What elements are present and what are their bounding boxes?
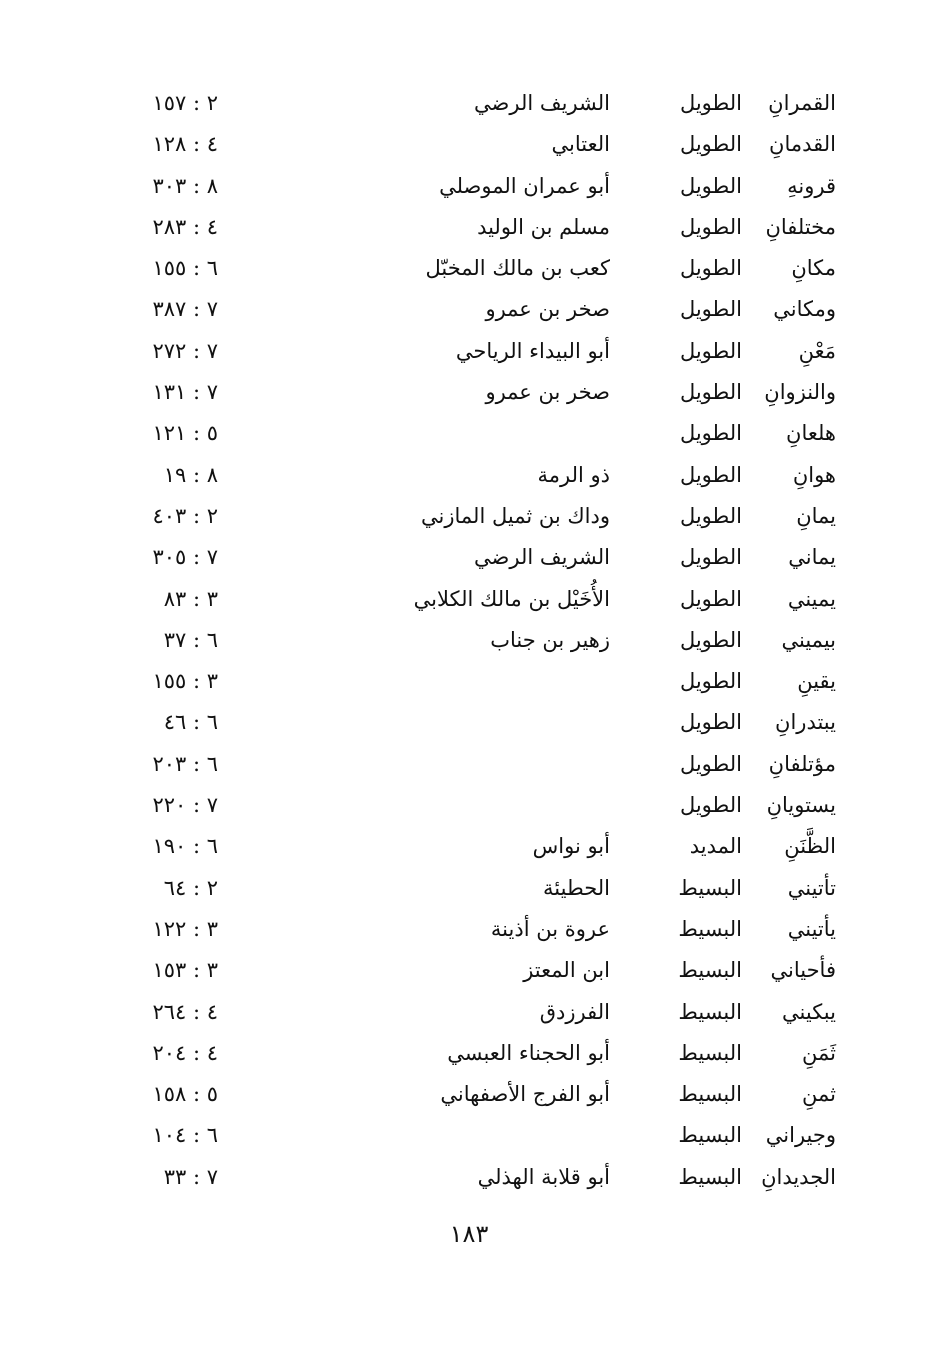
- index-row: [0, 786, 938, 827]
- poet-name: صخر بن عمرو: [485, 297, 610, 322]
- meter-name: البسيط: [678, 1123, 742, 1148]
- index-row: [0, 290, 938, 331]
- volume-page-reference: ٣ : ١٥٥: [152, 669, 218, 694]
- rhyme-word: يماني: [788, 545, 836, 570]
- meter-name: البسيط: [678, 916, 742, 941]
- index-row: [0, 84, 938, 125]
- rhyme-word: الظَّنَنِ: [784, 834, 836, 859]
- index-row: [0, 951, 938, 992]
- poet-name: الحطيئة: [543, 875, 610, 900]
- volume-page-reference: ٢ : ٤٠٣: [152, 503, 218, 528]
- meter-name: البسيط: [678, 875, 742, 900]
- volume-page-reference: ٤ : ٢٠٤: [152, 1040, 218, 1065]
- volume-page-reference: ٦ : ١٥٥: [152, 256, 218, 281]
- poet-name: أبو عمران الموصلي: [439, 173, 610, 198]
- rhyme-word: يبتدرانِ: [775, 710, 836, 735]
- rhyme-word: قرونهِ: [787, 173, 836, 198]
- poet-name: العتابي: [551, 132, 610, 157]
- rhyme-word: يبكيني: [782, 999, 836, 1024]
- index-row: [0, 538, 938, 579]
- index-row: [0, 208, 938, 249]
- volume-page-reference: ٧ : ٢٢٠: [152, 793, 218, 818]
- meter-name: الطويل: [679, 586, 742, 611]
- index-row: [0, 580, 938, 621]
- volume-page-reference: ٧ : ٣٣: [163, 1164, 218, 1189]
- rhyme-word: هوانِ: [792, 462, 836, 487]
- meter-name: الطويل: [679, 91, 742, 115]
- volume-page-reference: ٤ : ٢٨٣: [152, 214, 218, 239]
- rhyme-word: ثَمَنِ: [802, 1040, 836, 1065]
- poet-name: وداك بن ثميل المازني: [421, 503, 610, 528]
- rhyme-word: مؤتلفانِ: [768, 751, 836, 776]
- index-row: [0, 827, 938, 868]
- volume-page-reference: ٣ : ٨٣: [163, 586, 218, 611]
- volume-page-reference: ٤ : ١٢٨: [152, 132, 218, 157]
- poet-name: عروة بن أذينة: [490, 916, 610, 941]
- rhyme-word: يستويانِ: [766, 793, 836, 818]
- index-row: [0, 1075, 938, 1116]
- rhyme-word: مختلفانِ: [765, 214, 836, 239]
- meter-name: الطويل: [679, 669, 742, 694]
- rhyme-word: ثمنِ: [802, 1082, 836, 1107]
- rhyme-word: ومكاني: [773, 297, 836, 322]
- meter-name: الطويل: [679, 380, 742, 405]
- poet-name: الشريف الرضي: [474, 91, 610, 115]
- volume-page-reference: ٧ : ٢٧٢: [152, 338, 218, 363]
- index-row: [0, 993, 938, 1034]
- volume-page-reference: ٣ : ١٥٣: [152, 958, 218, 983]
- rhyme-word: القدمانِ: [769, 132, 836, 157]
- meter-name: الطويل: [679, 132, 742, 157]
- index-row: [0, 869, 938, 910]
- poet-name: أبو البيداء الرياحي: [455, 338, 610, 363]
- meter-name: الطويل: [679, 503, 742, 528]
- rhyme-word: فأحياني: [770, 958, 836, 983]
- index-row: [0, 456, 938, 497]
- poet-name: الفرزدق: [539, 999, 610, 1024]
- meter-name: الطويل: [679, 793, 742, 818]
- meter-name: الطويل: [679, 462, 742, 487]
- rhyme-word: تأتيني: [787, 875, 836, 900]
- meter-name: البسيط: [678, 1040, 742, 1065]
- index-row: [0, 373, 938, 414]
- volume-page-reference: ٧ : ٣٠٥: [152, 545, 218, 570]
- index-row: [0, 910, 938, 951]
- rhyme-word: والنزوانِ: [764, 380, 836, 405]
- index-row: [0, 703, 938, 744]
- poet-name: الشريف الرضي: [474, 545, 610, 570]
- volume-page-reference: ٦ : ٣٧: [163, 627, 218, 652]
- volume-page-reference: ٧ : ١٣١: [152, 380, 218, 405]
- index-row: [0, 125, 938, 166]
- volume-page-reference: ٦ : ٢٠٣: [152, 751, 218, 776]
- index-row: [0, 414, 938, 455]
- poet-name: الأُخَيْل بن مالك الكلابي: [413, 586, 610, 611]
- meter-name: الطويل: [679, 710, 742, 735]
- rhyme-word: القمرانِ: [768, 91, 836, 115]
- volume-page-reference: ٨ : ١٩: [163, 462, 218, 487]
- rhyme-word: يميني: [787, 586, 836, 611]
- index-row: [0, 332, 938, 373]
- rhyme-word: بيميني: [781, 627, 836, 652]
- index-row: [0, 167, 938, 208]
- poet-name: ابن المعتز: [523, 958, 610, 983]
- meter-name: الطويل: [679, 297, 742, 322]
- volume-page-reference: ٣ : ١٢٢: [152, 916, 218, 941]
- rhyme-word: هلعانِ: [786, 421, 836, 446]
- meter-name: البسيط: [678, 1082, 742, 1107]
- rhyme-word: مكانِ: [791, 256, 836, 281]
- page-number: ١٨٣: [449, 1220, 489, 1248]
- meter-name: الطويل: [679, 173, 742, 198]
- volume-page-reference: ٦ : ٤٦: [163, 710, 218, 735]
- volume-page-reference: ٤ : ٢٦٤: [152, 999, 218, 1024]
- meter-name: الطويل: [679, 627, 742, 652]
- poet-name: ذو الرمة: [537, 462, 610, 487]
- index-table: [0, 84, 938, 1199]
- index-row: [0, 745, 938, 786]
- volume-page-reference: ٧ : ٣٨٧: [152, 297, 218, 322]
- rhyme-word: يمانِ: [796, 503, 836, 528]
- poet-name: أبو الحجناء العبسي: [447, 1040, 610, 1065]
- volume-page-reference: ٢ : ١٥٧: [152, 91, 218, 115]
- meter-name: البسيط: [678, 999, 742, 1024]
- index-row: [0, 621, 938, 662]
- rhyme-word: يقينِ: [797, 669, 836, 694]
- volume-page-reference: ٥ : ١٥٨: [152, 1082, 218, 1107]
- rhyme-word: مَعْنِ: [798, 338, 836, 363]
- poet-name: أبو الفرج الأصفهاني: [440, 1082, 610, 1107]
- poet-name: أبو نواس: [532, 834, 610, 859]
- meter-name: الطويل: [679, 256, 742, 281]
- index-row: [0, 1116, 938, 1157]
- rhyme-word: الجديدانِ: [761, 1164, 836, 1189]
- poet-name: أبو قلابة الهذلي: [477, 1164, 610, 1189]
- meter-name: الطويل: [679, 751, 742, 776]
- volume-page-reference: ٦ : ١٩٠: [152, 834, 218, 859]
- index-row: [0, 497, 938, 538]
- meter-name: البسيط: [678, 958, 742, 983]
- volume-page-reference: ٢ : ٦٤: [163, 875, 218, 900]
- index-row: [0, 1034, 938, 1075]
- volume-page-reference: ٨ : ٣٠٣: [152, 173, 218, 198]
- volume-page-reference: ٦ : ١٠٤: [152, 1123, 218, 1148]
- meter-name: البسيط: [678, 1164, 742, 1189]
- poet-name: صخر بن عمرو: [485, 380, 610, 405]
- rhyme-word: وجيراني: [765, 1123, 836, 1148]
- index-row: [0, 249, 938, 290]
- meter-name: الطويل: [679, 545, 742, 570]
- volume-page-reference: ٥ : ١٢١: [152, 421, 218, 446]
- rhyme-word: يأتيني: [787, 916, 836, 941]
- meter-name: الطويل: [679, 214, 742, 239]
- meter-name: المديد: [689, 834, 742, 859]
- index-row: [0, 1158, 938, 1199]
- meter-name: الطويل: [679, 338, 742, 363]
- poet-name: مسلم بن الوليد: [477, 214, 610, 239]
- meter-name: الطويل: [679, 421, 742, 446]
- poet-name: كعب بن مالك المخبّل: [425, 256, 610, 281]
- index-row: [0, 662, 938, 703]
- poet-name: زهير بن جناب: [490, 627, 610, 652]
